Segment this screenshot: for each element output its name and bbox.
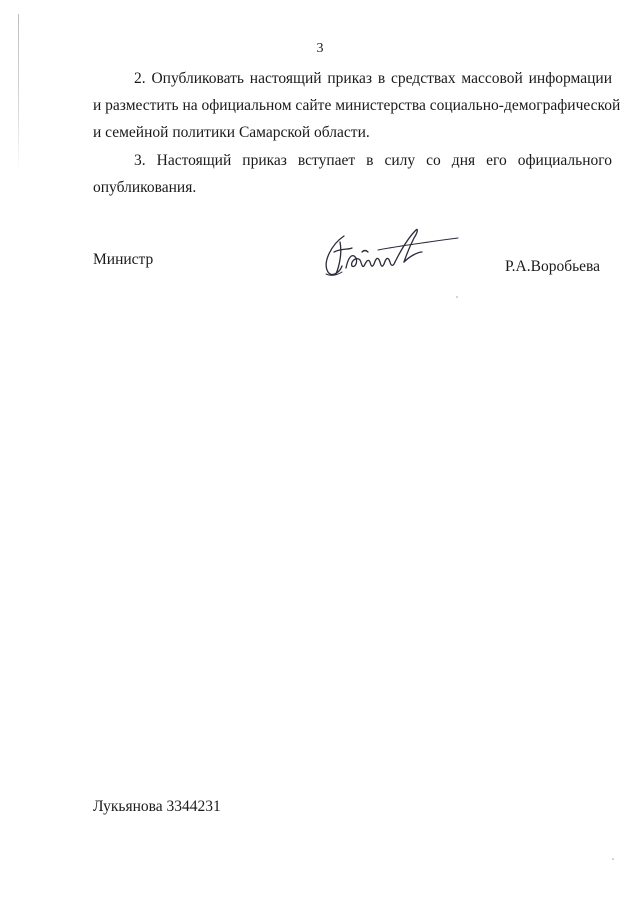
signer-name: Р.А.Воробьева <box>505 258 601 275</box>
scan-speck <box>612 858 614 860</box>
paragraph-line: опубликования. <box>93 179 197 196</box>
paragraph-line: 2. Опубликовать настоящий приказ в средствах массовой информации <box>134 70 612 87</box>
scan-edge-mark <box>18 14 19 174</box>
paragraph-publication <box>93 65 621 146</box>
paragraph-line: и разместить на официальном сайте министерства социально-демографической <box>93 97 621 114</box>
scan-speck <box>456 296 458 298</box>
paragraph-line: 3. Настоящий приказ вступает в силу со дня его официального <box>134 152 612 169</box>
executor-contact: Лукьянова 3344231 <box>93 798 221 815</box>
handwritten-signature-icon <box>318 222 468 282</box>
paragraph-line: и семейной политики Самарской области. <box>93 124 370 141</box>
signer-title: Министр <box>93 251 154 268</box>
paragraph-effective-date <box>93 147 612 201</box>
page-number: 3 <box>316 41 324 56</box>
